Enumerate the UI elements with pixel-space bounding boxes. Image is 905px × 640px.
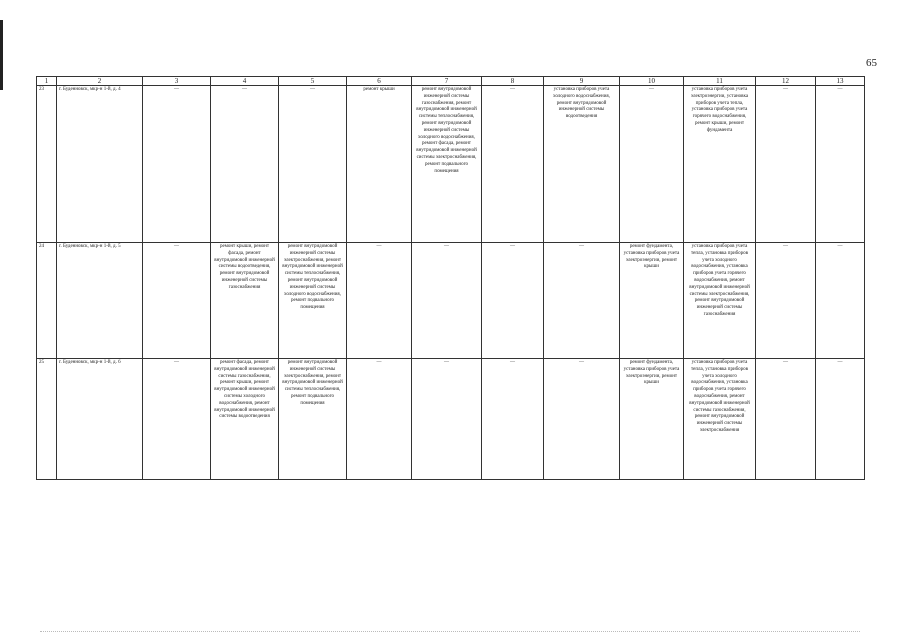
header-cell: 4	[211, 77, 279, 86]
column-number-row	[37, 77, 865, 86]
table-row	[37, 86, 865, 243]
header-cell: 3	[143, 77, 211, 86]
row-number: 24	[37, 243, 57, 359]
cell: ремонт внутридомовой инженерной системы электроснабжения, ремонт внутридомовой инженерной системы теплоснабжения, ремонт внутридомовой инженерной системы холодного водоснабжения, ремонт подвального помещения	[279, 243, 347, 359]
cell: —	[347, 243, 412, 359]
header-cell: 9	[544, 77, 620, 86]
address-cell: г. Буденновск, мкр-н 1-й, д. 6	[57, 359, 143, 480]
table-row	[37, 359, 865, 480]
cell: ремонт крыши, ремонт фасада, ремонт внутридомовой инженерной системы водоотведения, ремонт внутридомовой инженерной системы газоснабжения	[211, 243, 279, 359]
cell: —	[482, 243, 544, 359]
cell: ремонт внутридомовой инженерной системы газоснабжения, ремонт внутридомовой инженерной системы теплоснабжения, ремонт внутридомовой инженерной системы холодного водоснабжения, ремонт фасада, ремонт внутридомовой инженерной системы электроснабжения, ремонт подвального помещения	[412, 86, 482, 243]
header-cell: 11	[684, 77, 756, 86]
scan-noise-line	[40, 631, 860, 632]
header-cell: 8	[482, 77, 544, 86]
repair-schedule-table	[36, 76, 865, 480]
cell: —	[756, 359, 816, 480]
cell: —	[816, 243, 865, 359]
cell: установка приборов учета тепла, установка приборов учета холодного водоснабжения, установка приборов учета горячего водоснабжения, ремонт внутридомовой инженерной системы электроснабжения, ремонт внутридомовой инженерной системы газоснабжения	[684, 243, 756, 359]
header-cell: 7	[412, 77, 482, 86]
cell: —	[143, 86, 211, 243]
cell: —	[143, 243, 211, 359]
cell: ремонт фундамента, установка приборов учета электроэнергии, ремонт крыши	[620, 359, 684, 480]
left-margin-mark	[0, 20, 3, 90]
cell: —	[412, 243, 482, 359]
cell: —	[816, 359, 865, 480]
cell: —	[347, 359, 412, 480]
cell: установка приборов учета тепла, установка приборов учета холодного водоснабжения, установка приборов учета горячего водоснабжения, ремонт внутридомовой инженерной системы газоснабжения, ремонт внутридомовой инженерной системы электроснабжения	[684, 359, 756, 480]
header-cell: 6	[347, 77, 412, 86]
table-row	[37, 243, 865, 359]
cell: —	[544, 243, 620, 359]
cell: ремонт фасада, ремонт внутридомовой инженерной системы газоснабжения, ремонт крыши, ремонт внутридомовой инженерной системы холодного водоснабжения, ремонт внутридомовой инженерной системы водоотведения	[211, 359, 279, 480]
cell: —	[482, 86, 544, 243]
page-number: 65	[866, 57, 877, 69]
cell: —	[544, 359, 620, 480]
address-cell: г. Буденновск, мкр-н 1-й, д. 4	[57, 86, 143, 243]
cell: ремонт крыши	[347, 86, 412, 243]
cell: ремонт внутридомовой инженерной системы электроснабжения, ремонт внутридомовой инженерной системы теплоснабжения, ремонт подвального помещения	[279, 359, 347, 480]
header-cell: 10	[620, 77, 684, 86]
cell: —	[412, 359, 482, 480]
cell: —	[816, 86, 865, 243]
cell: —	[143, 359, 211, 480]
cell: —	[756, 86, 816, 243]
header-cell: 13	[816, 77, 865, 86]
cell: ремонт фундамента, установка приборов учета электроэнергии, ремонт крыши	[620, 243, 684, 359]
row-number: 23	[37, 86, 57, 243]
cell: —	[482, 359, 544, 480]
cell: установка приборов учета холодного водоснабжения, ремонт внутридомовой инженерной системы водоотведения	[544, 86, 620, 243]
address-cell: г. Буденновск, мкр-н 1-й, д. 5	[57, 243, 143, 359]
cell: —	[756, 243, 816, 359]
cell: —	[279, 86, 347, 243]
header-cell: 5	[279, 77, 347, 86]
cell: —	[620, 86, 684, 243]
cell: установка приборов учета электроэнергии, установка приборов учета тепла, установка приборов учета горячего водоснабжения, ремонт крыши, ремонт фундамента	[684, 86, 756, 243]
header-cell: 12	[756, 77, 816, 86]
header-cell: 1	[37, 77, 57, 86]
cell: —	[211, 86, 279, 243]
header-cell: 2	[57, 77, 143, 86]
row-number: 25	[37, 359, 57, 480]
